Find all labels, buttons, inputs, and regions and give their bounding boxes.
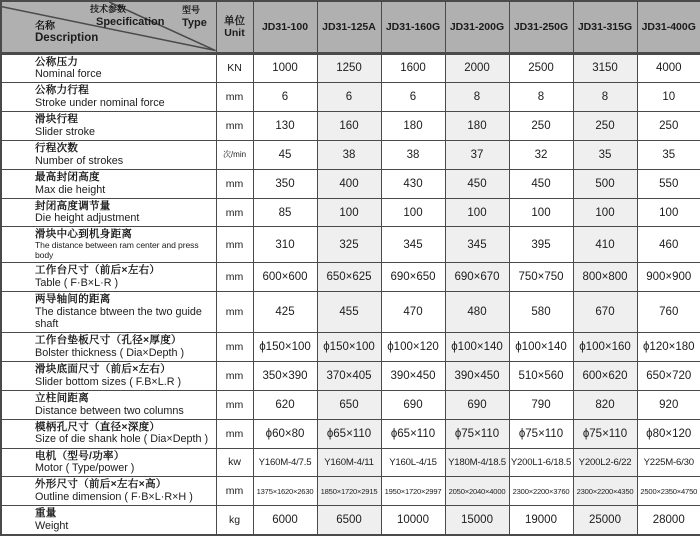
value-cell: 10 [637,83,700,112]
value-cell: 8 [573,83,637,112]
value-cell: 790 [509,390,573,419]
value-cell: 455 [317,292,381,333]
value-cell: 345 [445,227,509,263]
row-label-en: Motor ( Type/power ) [35,462,135,475]
row-label-cn: 最高封闭高度 [35,170,100,183]
value-cell: 480 [445,292,509,333]
value-cell: 6500 [317,506,381,535]
value-cell: Y200L2-6/22 [573,448,637,477]
table-row [1,263,700,292]
value-cell: 800×800 [573,263,637,292]
value-cell: ϕ150×100 [317,333,381,362]
value-cell: 180 [445,112,509,141]
row-label-cell [1,390,216,419]
value-cell: 650×720 [637,362,700,391]
value-cell: ϕ100×140 [445,333,509,362]
value-cell: ϕ75×110 [509,419,573,448]
value-cell: ϕ120×180 [637,333,700,362]
value-cell: ϕ100×120 [381,333,445,362]
spec-table-body [1,53,700,535]
value-cell: 250 [573,112,637,141]
value-cell: 3150 [573,53,637,83]
value-cell: Y180M-4/18.5 [445,448,509,477]
row-label-cell [1,263,216,292]
row-label-cn: 重量 [35,507,57,520]
table-row [1,448,700,477]
table-row [1,333,700,362]
value-cell: 600×620 [573,362,637,391]
value-cell: 1600 [381,53,445,83]
row-label-en: Slider stroke [35,125,96,138]
value-cell: 1375×1620×2630 [253,477,317,506]
row-label-cell [1,362,216,391]
value-cell: 180 [381,112,445,141]
value-cell: ϕ100×160 [573,333,637,362]
value-cell: 35 [637,140,700,169]
value-cell: 2300×2200×3760 [509,477,573,506]
table-row [1,477,700,506]
row-label-cn: 外形尺寸（前后×左右×高） [35,478,167,491]
unit-cell: mm [216,169,253,198]
value-cell: 410 [573,227,637,263]
value-cell: 670 [573,292,637,333]
table-row [1,198,700,227]
value-cell: 2500×2350×4750 [637,477,700,506]
row-label-en: Distance between two columns [35,404,184,417]
value-cell: 350 [253,169,317,198]
model-header: JD31-125A [317,1,381,53]
value-cell: 650 [317,390,381,419]
value-cell: ϕ100×140 [509,333,573,362]
value-cell: 2500 [509,53,573,83]
value-cell: 100 [381,198,445,227]
table-header-row [1,1,700,53]
value-cell: 325 [317,227,381,263]
value-cell: 650×625 [317,263,381,292]
unit-cell: 次/min [216,140,253,169]
value-cell: ϕ75×110 [445,419,509,448]
row-label-en: The distance btween the two guide shaft [35,306,202,331]
value-cell: ϕ150×100 [253,333,317,362]
value-cell: 450 [509,169,573,198]
model-header: JD31-400G [637,1,700,53]
table-row [1,112,700,141]
value-cell: ϕ65×110 [317,419,381,448]
value-cell: 550 [637,169,700,198]
value-cell: 920 [637,390,700,419]
unit-cell: mm [216,477,253,506]
value-cell: 4000 [637,53,700,83]
value-cell: 510×560 [509,362,573,391]
value-cell: 345 [381,227,445,263]
value-cell: 100 [445,198,509,227]
value-cell: 1250 [317,53,381,83]
value-cell: 6000 [253,506,317,535]
unit-cell: mm [216,112,253,141]
value-cell: 8 [509,83,573,112]
value-cell: Y225M-6/30 [637,448,700,477]
corner-name-label-en: Description [35,32,99,44]
unit-cell: mm [216,227,253,263]
table-row [1,419,700,448]
value-cell: 750×750 [509,263,573,292]
row-label-cell [1,506,216,535]
unit-cell: mm [216,333,253,362]
value-cell: ϕ60×80 [253,419,317,448]
value-cell: ϕ75×110 [573,419,637,448]
table-row [1,506,700,535]
value-cell: 15000 [445,506,509,535]
value-cell: 470 [381,292,445,333]
value-cell: 250 [637,112,700,141]
value-cell: 10000 [381,506,445,535]
value-cell: 6 [317,83,381,112]
row-label-en: Table ( F·B×L·R ) [35,277,119,290]
value-cell: 6 [253,83,317,112]
value-cell: 6 [381,83,445,112]
value-cell: 100 [637,198,700,227]
table-row [1,53,700,83]
value-cell: 900×900 [637,263,700,292]
row-label-cell [1,140,216,169]
model-header: JD31-160G [381,1,445,53]
row-label-cell [1,112,216,141]
corner-type-label-cn: 型号 [182,5,201,15]
row-label-en: Bolster thickness ( Dia×Depth ) [35,346,185,359]
value-cell: 160 [317,112,381,141]
row-label-cn: 行程次数 [35,141,79,154]
value-cell: 760 [637,292,700,333]
corner-name-label-cn: 名称 [35,21,55,32]
unit-cell: mm [216,390,253,419]
unit-cell: mm [216,263,253,292]
row-label-cn: 工作台垫板尺寸（孔径×厚度） [35,334,182,347]
value-cell: 400 [317,169,381,198]
row-label-cell [1,198,216,227]
value-cell: 690 [381,390,445,419]
value-cell: 370×405 [317,362,381,391]
value-cell: 1950×1720×2997 [381,477,445,506]
unit-cell: mm [216,362,253,391]
value-cell: 1000 [253,53,317,83]
value-cell: 390×450 [445,362,509,391]
row-label-cell [1,292,216,333]
table-row [1,83,700,112]
value-cell: 690×670 [445,263,509,292]
row-label-en: Nominal force [35,68,102,81]
model-header: JD31-200G [445,1,509,53]
value-cell: 2000 [445,53,509,83]
row-label-cell [1,477,216,506]
value-cell: 250 [509,112,573,141]
value-cell: 28000 [637,506,700,535]
corner-spec-label-cn: 技术参数 [90,4,127,14]
unit-cell: kw [216,448,253,477]
value-cell: 38 [381,140,445,169]
row-label-cn: 电机（型号/功率） [35,449,125,462]
row-label-en: Slider bottom sizes ( F.B×L.R ) [35,375,182,388]
unit-cell: mm [216,83,253,112]
value-cell: 130 [253,112,317,141]
value-cell: Y160M-4/11 [317,448,381,477]
row-label-cell [1,169,216,198]
value-cell: Y160L-4/15 [381,448,445,477]
value-cell: 25000 [573,506,637,535]
unit-cell: mm [216,198,253,227]
model-header: JD31-315G [573,1,637,53]
row-label-en: Size of die shank hole ( Dia×Depth ) [35,433,209,446]
value-cell: 310 [253,227,317,263]
value-cell: 100 [509,198,573,227]
unit-column-header [216,1,253,53]
value-cell: 690×650 [381,263,445,292]
corner-spec-label-en: Specification [96,16,165,28]
table-row [1,140,700,169]
value-cell: 19000 [509,506,573,535]
value-cell: 500 [573,169,637,198]
row-label-cell [1,227,216,263]
value-cell: 580 [509,292,573,333]
unit-cell: mm [216,292,253,333]
model-header: JD31-100 [253,1,317,53]
row-label-cn: 滑块底面尺寸（前后×左右） [35,363,172,376]
value-cell: Y200L1-6/18.5 [509,448,573,477]
value-cell: 425 [253,292,317,333]
value-cell: 45 [253,140,317,169]
table-row [1,227,700,263]
row-label-cell [1,448,216,477]
row-label-en: Outline dimension ( F·B×L·R×H ) [35,491,193,504]
row-label-cell [1,333,216,362]
row-label-cell [1,83,216,112]
value-cell: 690 [445,390,509,419]
row-label-en: Weight [35,519,69,532]
row-label-cn: 工作台尺寸（前后×左右） [35,264,161,277]
unit-header-cn: 单位 [224,14,245,27]
table-row [1,292,700,333]
value-cell: 38 [317,140,381,169]
row-label-en: Number of strokes [35,154,124,167]
value-cell: 37 [445,140,509,169]
table-row [1,169,700,198]
row-label-cn: 封闭高度调节量 [35,199,111,212]
row-label-cell [1,53,216,83]
value-cell: 620 [253,390,317,419]
table-row [1,390,700,419]
value-cell: 2050×2040×4000 [445,477,509,506]
row-label-cell [1,419,216,448]
unit-cell: kg [216,506,253,535]
row-label-cn: 公称力行程 [35,84,89,97]
table-row [1,362,700,391]
corner-header-cell [1,1,216,53]
value-cell: 350×390 [253,362,317,391]
value-cell: 390×450 [381,362,445,391]
row-label-cn: 滑块行程 [35,113,79,126]
value-cell: 2300×2200×4350 [573,477,637,506]
row-label-cn: 滑块中心到机身距离 [35,228,133,241]
row-label-en: Stroke under nominal force [35,97,165,110]
value-cell: Y160M-4/7.5 [253,448,317,477]
value-cell: 85 [253,198,317,227]
value-cell: ϕ80×120 [637,419,700,448]
value-cell: 32 [509,140,573,169]
value-cell: ϕ65×110 [381,419,445,448]
value-cell: 395 [509,227,573,263]
row-label-en: Die height adjustment [35,212,140,225]
row-label-cn: 公称压力 [35,55,79,68]
value-cell: 430 [381,169,445,198]
row-label-en: Max die height [35,183,106,196]
value-cell: 8 [445,83,509,112]
unit-cell: mm [216,419,253,448]
value-cell: 100 [317,198,381,227]
unit-cell: KN [216,53,253,83]
value-cell: 450 [445,169,509,198]
value-cell: 460 [637,227,700,263]
value-cell: 100 [573,198,637,227]
model-header: JD31-250G [509,1,573,53]
value-cell: 35 [573,140,637,169]
value-cell: 1850×1720×2915 [317,477,381,506]
value-cell: 600×600 [253,263,317,292]
row-label-cn: 两导轴间的距离 [35,293,111,306]
row-label-cn: 立柱间距离 [35,391,89,404]
value-cell: 820 [573,390,637,419]
corner-type-label-en: Type [182,17,207,29]
row-label-en: The distance between ram center and press body [35,240,199,260]
row-label-cn: 模柄孔尺寸（直径×深度） [35,420,161,433]
unit-header-en: Unit [224,26,245,39]
